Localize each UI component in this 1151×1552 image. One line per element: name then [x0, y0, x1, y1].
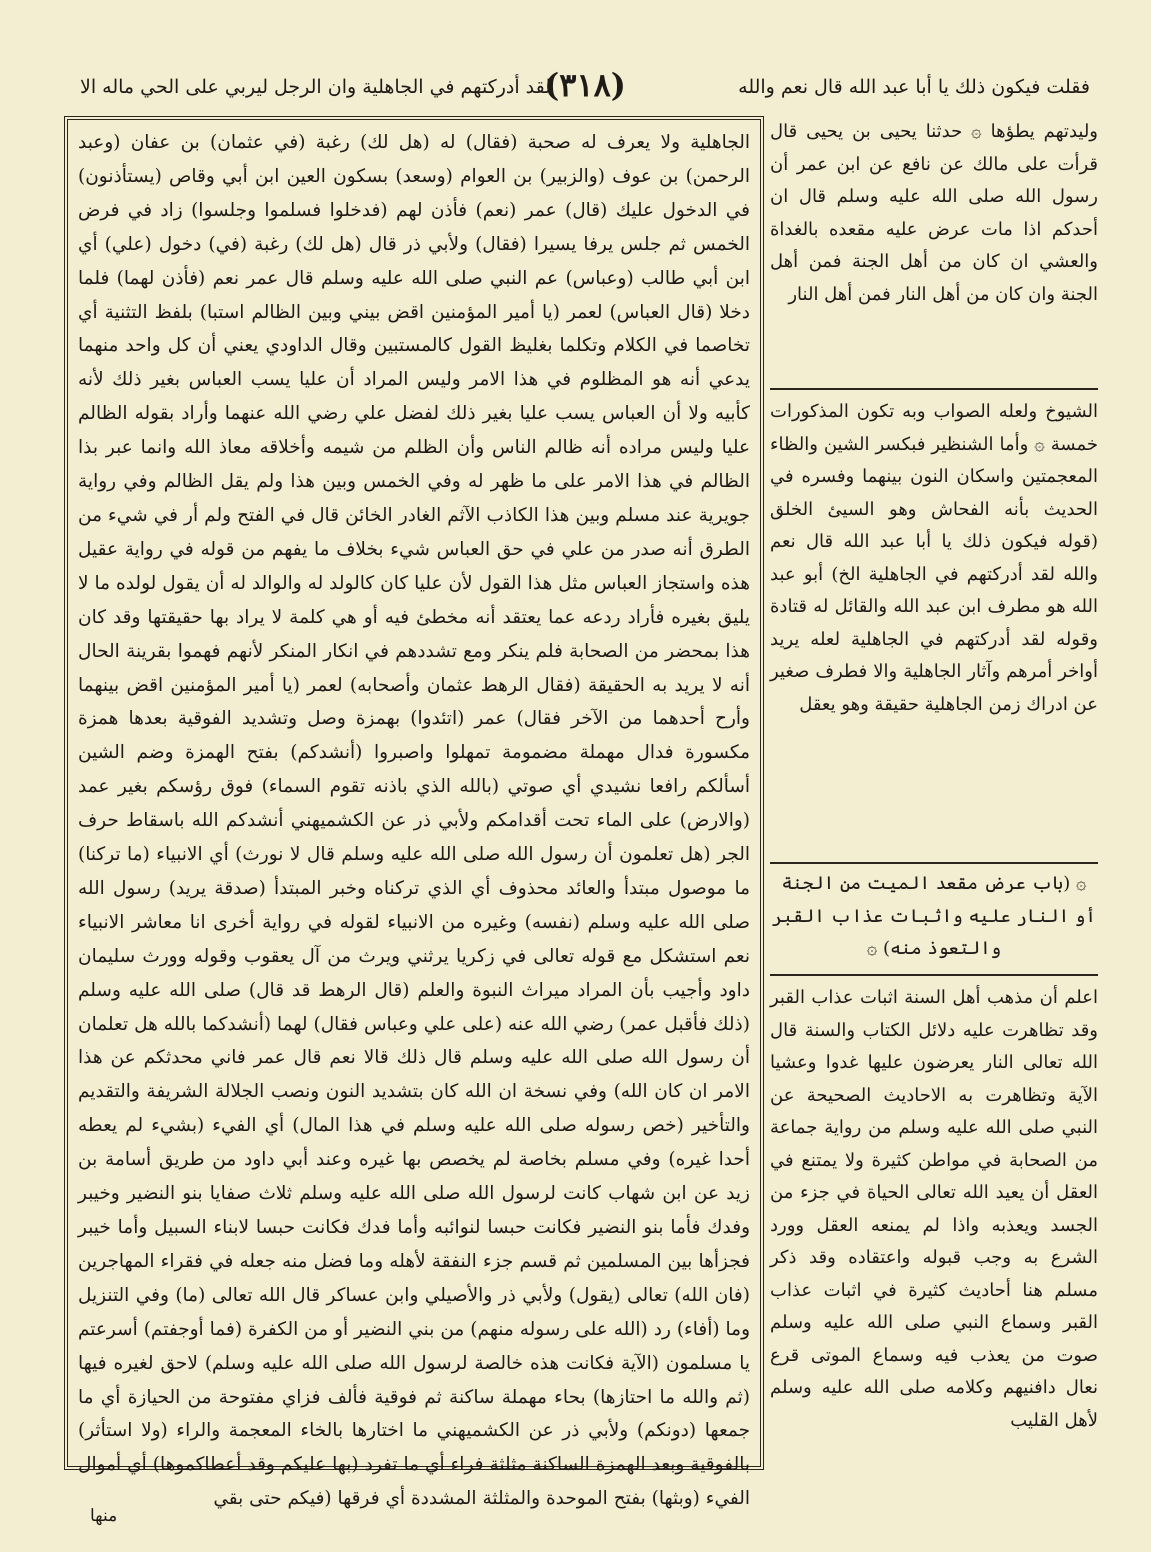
page-footer — [90, 1486, 1100, 1546]
chapter-heading — [770, 868, 1098, 968]
header-left-text: لقد أدركتهم في الجاهلية وان الرجل ليربي على الحي ماله الا — [80, 76, 552, 98]
commentary-frame — [64, 116, 764, 1510]
side-column — [770, 116, 1098, 1516]
header-right-text: فقلت فيكون ذلك يا أبا عبد الله قال نعم والله — [738, 76, 1090, 98]
commentary-text: الجاهلية ولا يعرف له صحبة (فقال) له (هل لك) رغبة (في عثمان) بن عفان (وعبد الرحمن) بن عوف (والزبير) بن العوام (وسعد) بسكون العين ابن أبي وقاص (يستأذنون) في الدخول عليك (قال) عمر (نعم) فأذن لهم (فدخلوا فسلموا وجلسوا) زاد في فرض الخمس ثم جلس يرفا يسيرا (فقال) ولأبي ذر قال (هل لك) رغبة (في) دخول (علي) أي ابن أبي طالب (وعباس) عم النبي صلى الله عليه وسلم قال عمر نعم (فأذن لهما) فلما دخلا (قال العباس) لعمر (يا أمير المؤمنين اقض بيني وبين الظالم استبا) بلفظ التثنية أي تخاصما في الكلام وتكلما بغليظ القول كالمستبين وقال الداودي يعني أن كل واحد منهما يدعي أنه هو المظلوم في هذا الامر وليس المراد أن عليا يسب العباس بغير ذلك لأنه كأبيه ولا أن العباس يسب عليا بغير ذلك لفضل علي رضي الله عنهما وأراد بقوله الظالم عليا وليس مراده أنه ظالم الناس وأن الظلم من شيمه وأخلاقه معاذ الله وانما عبر بذا الظالم في هذا الامر على ما ظهر له وفي الخمس وبين هذا ولم يقل الظالم وفي رواية جويرية عند مسلم وبين هذا الكاذب الآثم الغادر الخائن قال في الفتح ولم أر في شيء من الطرق أنه صدر من علي في حق العباس شيء بخلاف ما يفهم من قوله في رواية عقيل هذه واستجاز العباس مثل هذا القول لأن عليا كان كالولد له والوالد له أن يقول لولده ما لا يليق بغيره فأراد ردعه عما يعتقد أنه مخطئ فيه أو هي كلمة لا يراد بها حقيقتها وقد كان هذا بمحضر من الصحابة فلم ينكر ومع تشددهم في انكار المنكر لأنهم فهموا بقرينة الحال أنه لا يريد به الحقيقة (فقال الرهط عثمان وأصحابه) لعمر (يا أمير المؤمنين اقض بينهما وأرح أحدهما من الآخر فقال) عمر (اتئدوا) بهمزة وصل وتشديد الفوقية بعدها همزة مكسورة فدال مهملة مضمومة تمهلوا واصبروا (أنشدكم) بفتح الهمزة وضم الشين أسألكم رافعا نشيدي أي صوتي (بالله الذي باذنه تقوم السماء) فوق رؤسكم بغير عمد (والارض) على الماء تحت أقدامكم ولأبي ذر عن الكشميهني أنشدكم الله باسقاط حرف الجر (هل تعلمون أن رسول الله صلى الله عليه وسلم قال لا نورث) أي الانبياء (ما تركنا) ما موصول مبتدأ والعائد محذوف أي الذي تركناه وخبر المبتدأ (صدقة يريد) رسول الله صلى الله عليه وسلم (نفسه) وغيره من الانبياء لقوله في رواية أخرى انا معاشر الانبياء نعم استشكل مع قوله تعالى في زكريا يرثني ويرث من آل يعقوب وقوله وورث سليمان داود وأجيب بأن المراد ميراث النبوة والعلم (قال الرهط قد قال) صلى الله عليه وسلم (ذلك فأقبل عمر) رضي الله عنه (على علي وعباس فقال) لهما (أنشدكما بالله هل تعلمان أن رسول الله صلى الله عليه وسلم قال ذلك قالا نعم قال عمر فاني محدثكم عن هذا الامر ان كان الله) وفي نسخة ان الله كان بتشديد النون ونصب الجلالة الشريفة والتقديم والتأخير (خص رسوله صلى الله عليه وسلم في هذا المال) أي الفيء (بشيء لم يعطه أحدا غيره) وفي مسلم بخاصة لم يخصص بها غيره وعند أبي داود من طريق أسامة بن زيد عن ابن شهاب كانت لرسول الله صلى الله عليه وسلم ثلاث صفايا بنو النضير وخيبر وفدك فأما بنو النضير فكانت حبسا لنوائبه وأما فدك فكانت حبسا لابناء السبيل وأما خيبر فجزأها بين المسلمين ثم قسم جزء النفقة لأهله وما فضل منه جعله في فقراء المهاجرين (فان الله) تعالى (يقول) ولأبي ذر والأصيلي وابن عساكر قال الله تعالى (ما) وفي التنزيل وما (أفاء) رد (الله على رسوله منهم) من بني النضير أو من الكفرة (فما أوجفتم) أسرعتم يا مسلمون (الآية فكانت هذه خالصة لرسول الله صلى الله عليه وسلم) لاحق لغيره فيها (ثم والله ما احتازها) بحاء مهملة ساكنة ثم فوقية فألف فزاي مفتوحة من الحيازة أي ما جمعها (دونكم) ولأبي ذر عن الكشميهني ما اختارها بالخاء المعجمة والراء (ولا استأثر) بالفوقية وبعد الهمزة الساكنة مثلثة فراء أي ما تفرد (بها عليكم وقد أعطاكموها) أي أموال الفيء (وبثها) بفتح الموحدة والمثلثة المشددة أي فرقها (فيكم حتى بقي — [78, 132, 750, 1510]
side-hadith-text — [770, 116, 1098, 383]
divider-rule — [770, 388, 1098, 390]
side-explanation-text — [770, 982, 1098, 1492]
side-section-1: وليدتهم يطؤها ۞ حدثنا يحيى بن يحيى قال قرأت على مالك عن نافع عن ابن عمر أن رسول الله صلى الله عليه وسلم قال ان أحدكم اذا مات عرض عليه مقعده بالغداة والعشي ان كان من أهل الجنة فمن أهل الجنة وان كان من أهل النار فمن أهل النار — [770, 121, 1098, 305]
side-commentary-text — [770, 396, 1098, 858]
catchword: منها — [90, 1506, 118, 1526]
side-section-4: اعلم أن مذهب أهل السنة اثبات عذاب القبر وقد تظاهرت عليه دلائل الكتاب والسنة قال الله تعالى النار يعرضون عليها غدوا وعشيا الآية وتظاهرت به الاحاديث الصحيحة عن النبي صلى الله عليه وسلم من رواية جماعة من الصحابة في مواطن كثيرة ولا يمتنع في العقل أن يعيد الله تعالى الحياة في جزء من الجسد ويعذبه واذا لم يمنعه العقل وورد الشرع به وجب قبوله واعتقاده وقد ذكر مسلم هنا أحاديث كثيرة في اثبات عذاب القبر وسماع النبي صلى الله عليه وسلم صوت من يعذب فيه وسماع الموتى قرع نعال دافنيهم وكلامه صلى الله عليه وسلم لأهل القليب — [770, 987, 1098, 1431]
page-header — [80, 66, 1090, 116]
side-section-2: الشيوخ ولعله الصواب وبه تكون المذكورات خمسة ۞ وأما الشنظير فبكسر الشين والظاء المعجمتين واسكان النون بينهما وفسره في الحديث بأنه الفحاش وهو السيئ الخلق (قوله فيكون ذلك يا أبا عبد الله قال نعم والله لقد أدركتهم في الجاهلية الخ) أبو عبد الله هو مطرف ابن عبد الله والقائل له قتادة وقوله لقد أدركتهم في الجاهلية لعله يريد أواخر أمرهم وآثار الجاهلية والا فطرف صغير عن ادراك زمن الجاهلية حقيقة وهو يعقل — [770, 401, 1098, 715]
side-section-3: ۞ (باب عرض مقعد الميت من الجنة أو النار عليه واثبات عذاب القبر والتعوذ منه) ۞ — [772, 873, 1096, 959]
divider-rule — [770, 862, 1098, 864]
divider-rule — [770, 974, 1098, 976]
page-number: (٣١٨) — [544, 66, 626, 104]
